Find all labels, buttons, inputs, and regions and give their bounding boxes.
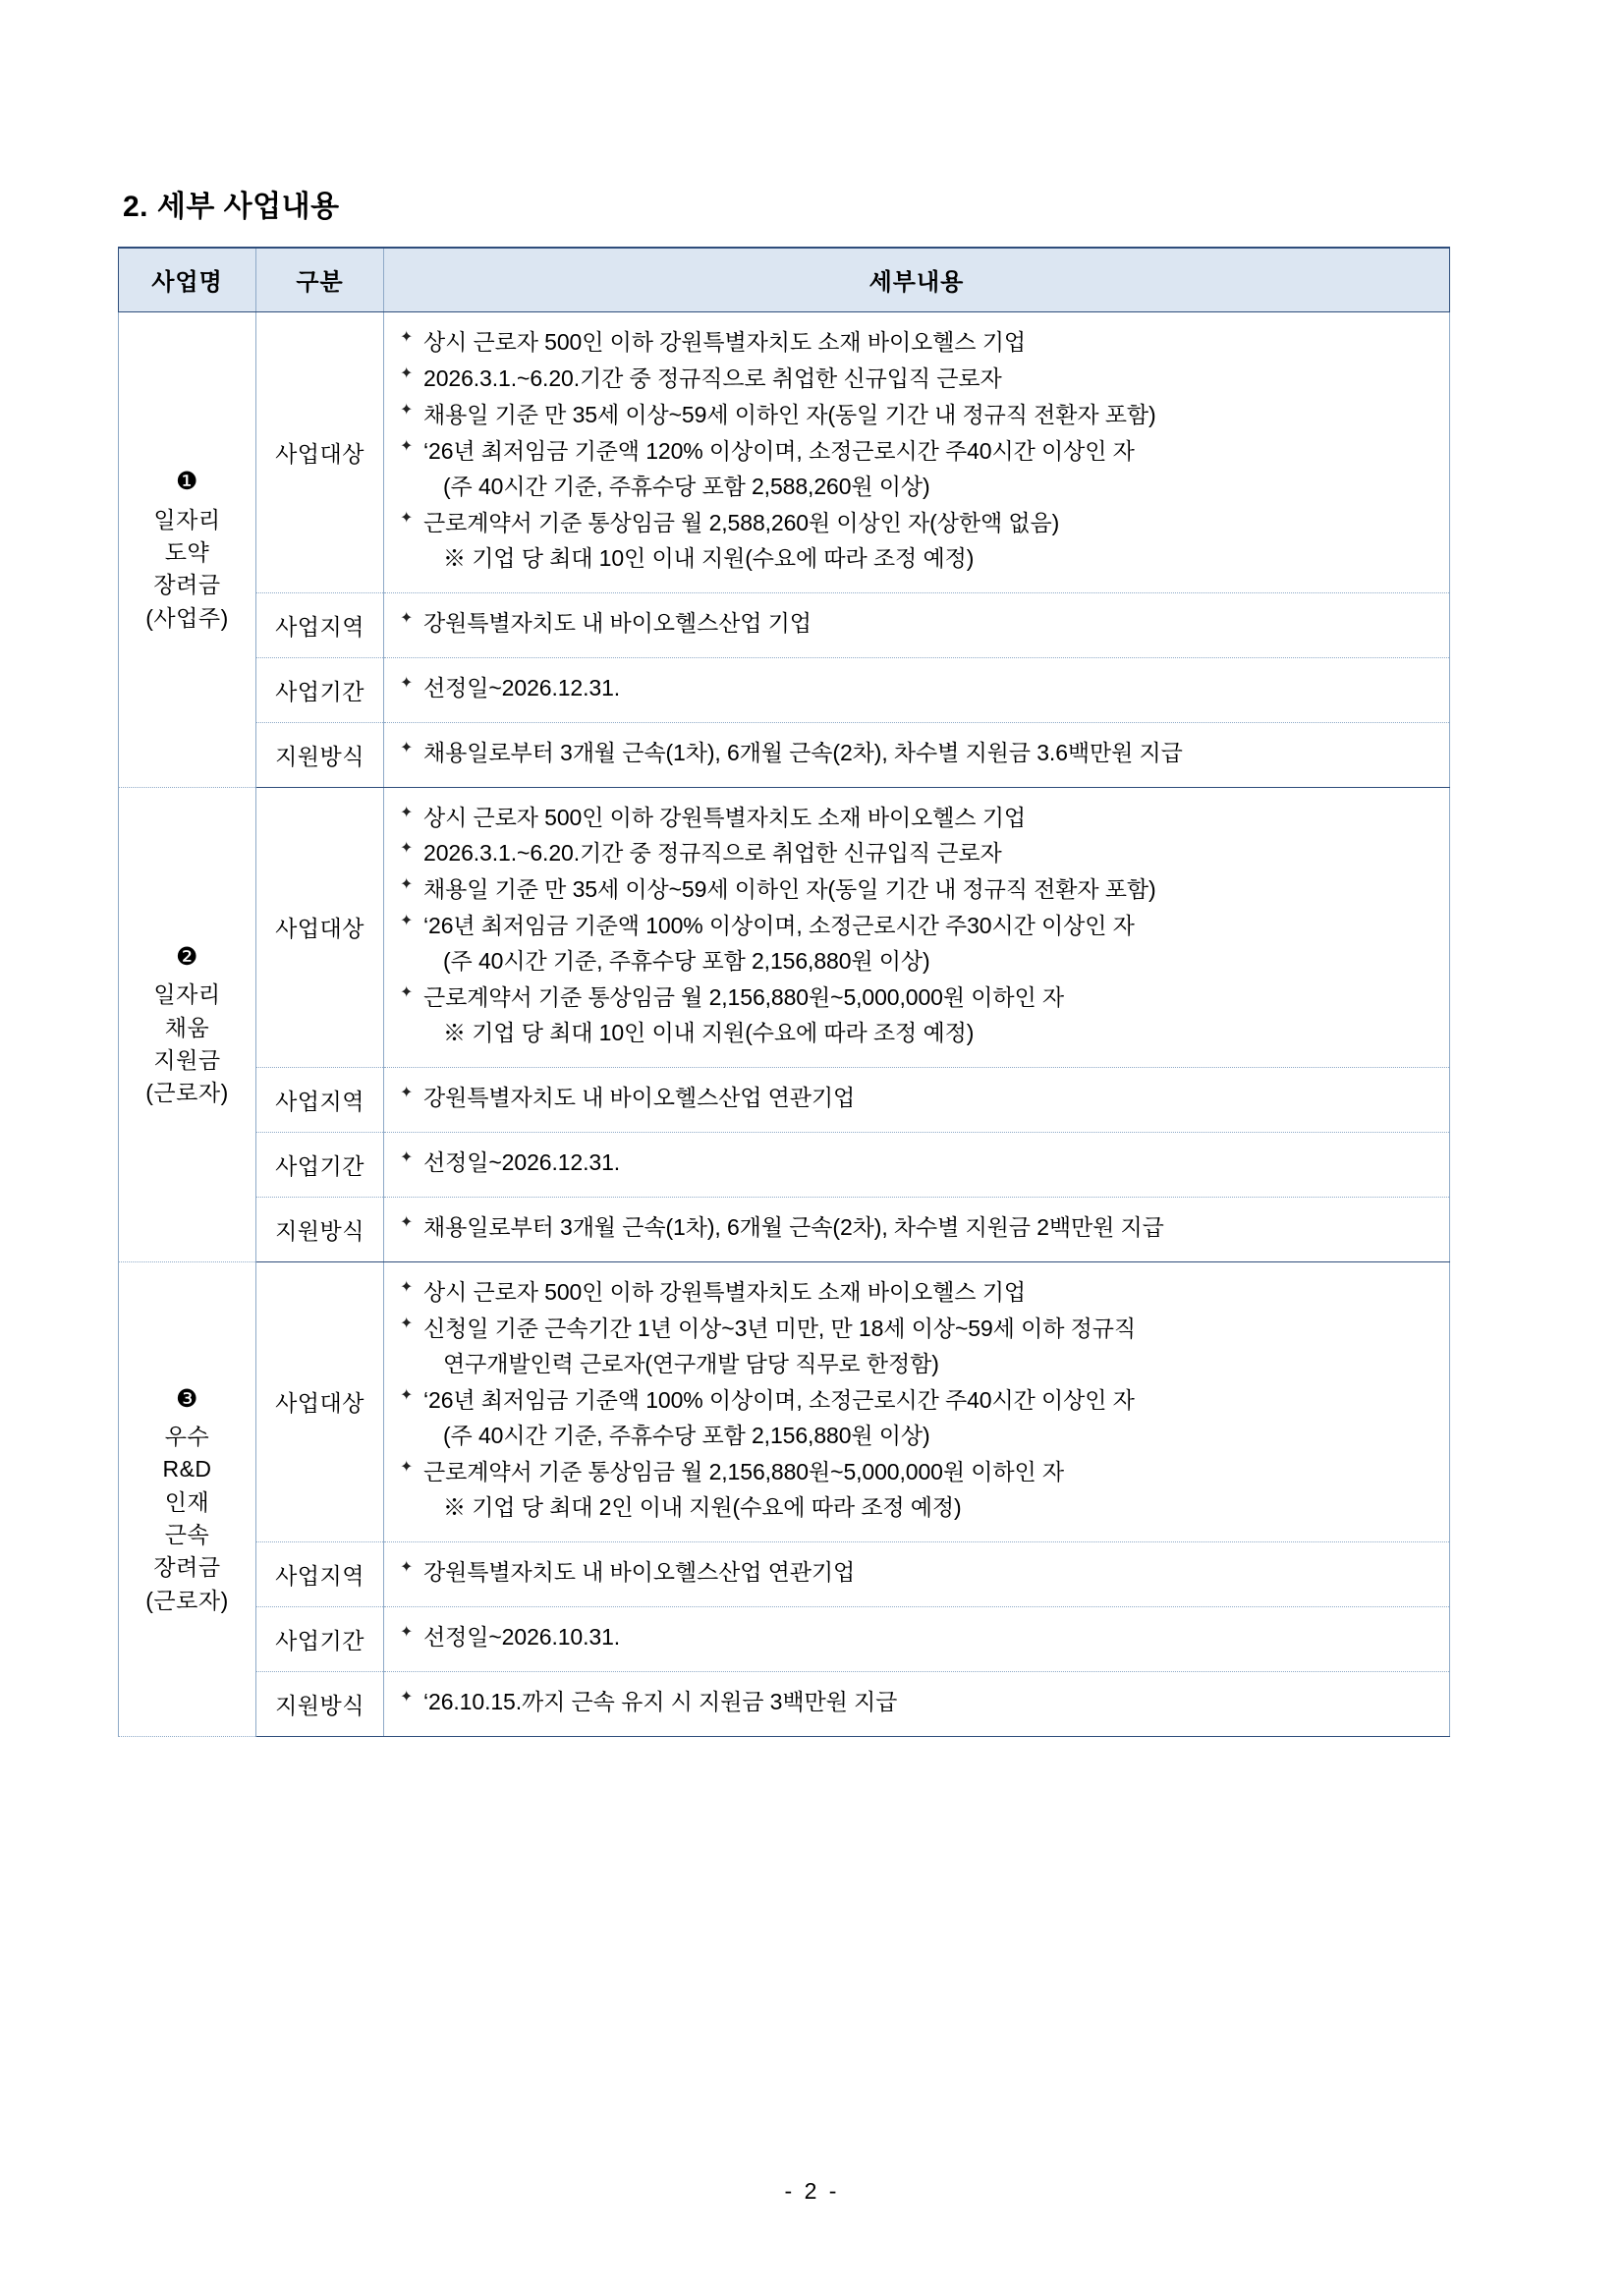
table-row [119,1198,1450,1262]
list-item: ※ 기업 당 최대 2인 이내 지원(수요에 따라 조정 예정) [443,1493,962,1520]
detail-cell [384,1541,1450,1606]
detail-list [398,1146,1437,1180]
program-name-cell [119,312,256,788]
list-item: ✦ 근로계약서 기준 통상임금 월 2,156,880원~5,000,000원 이하인 자 [398,1455,1437,1489]
category-cell: 사업기간 [256,1606,384,1671]
table-row [119,1541,1450,1606]
list-item: ✦ 신청일 기준 근속기간 1년 이상~3년 미만, 만 18세 이상~59세 이하 정규직 [398,1312,1437,1346]
category-cell: 사업기간 [256,657,384,722]
detail-cell [384,1606,1450,1671]
category-cell: 사업지역 [256,1541,384,1606]
category-cell: 사업지역 [256,592,384,657]
detail-list [398,671,1437,705]
program-name-line: 일자리 [153,506,221,532]
category-cell: 지원방식 [256,722,384,787]
category-cell: 사업대상 [256,787,384,1068]
table-row [119,1068,1450,1133]
page-title: 2. 세부 사업내용 [123,191,340,223]
category-cell: 사업대상 [256,1262,384,1542]
table-row [119,722,1450,787]
program-marker: ❸ [176,1384,198,1413]
column-header-category: 구분 [256,248,384,312]
detail-list [398,1555,1437,1590]
table-body [119,312,1450,1737]
program-name-line: 우수 [164,1423,210,1449]
list-item: ✦ 2026.3.1.~6.20.기간 중 정규직으로 취업한 신규입직 근로자 [398,362,1437,396]
table-header-row [119,248,1450,312]
detail-cell [384,592,1450,657]
list-item: ✦ 강원특별자치도 내 바이오헬스산업 기업 [398,606,1437,641]
list-item: ✦ 채용일 기준 만 35세 이상~59세 이하인 자(동일 기간 내 정규직 전환자 포함) [398,398,1437,432]
list-item: ✦ ‘26.10.15.까지 근속 유지 시 지원금 3백만원 지급 [398,1685,1437,1719]
table-row [119,1133,1450,1198]
category-cell: 지원방식 [256,1671,384,1736]
column-header-program-name: 사업명 [119,248,256,312]
list-item: ✦ 채용일 기준 만 35세 이상~59세 이하인 자(동일 기간 내 정규직 전환자 포함) [398,872,1437,907]
list-item: ※ 기업 당 최대 10인 이내 지원(수요에 따라 조정 예정) [443,1020,975,1046]
table-row [119,312,1450,593]
list-item: ※ 기업 당 최대 10인 이내 지원(수요에 따라 조정 예정) [443,544,975,571]
detail-list [398,1275,1437,1525]
list-item: ✦ 강원특별자치도 내 바이오헬스산업 연관기업 [398,1555,1437,1590]
program-name-line: (사업주) [145,604,229,631]
program-marker: ❶ [176,468,198,496]
column-header-details: 세부내용 [384,248,1450,312]
list-item: ✦ 근로계약서 기준 통상임금 월 2,156,880원~5,000,000원 이하인 자 [398,980,1437,1015]
program-name-line: R&D [162,1456,212,1483]
detail-list [398,736,1437,770]
list-item: ✦ 근로계약서 기준 통상임금 월 2,588,260원 이상인 자(상한액 없음) [398,506,1437,540]
table-row [119,787,1450,1068]
table-row [119,592,1450,657]
program-name-line: 장려금 [153,572,221,598]
detail-cell [384,312,1450,593]
program-details-table [118,247,1450,1737]
program-name-line: 인재 [164,1488,210,1515]
list-item: (주 40시간 기준, 주휴수당 포함 2,156,880원 이상) [443,1422,930,1448]
list-item: ✦ 선정일~2026.12.31. [398,671,1437,705]
list-item: ✦ 채용일로부터 3개월 근속(1차), 6개월 근속(2차), 차수별 지원금 2백만원 지급 [398,1210,1437,1245]
program-name-cell [119,1262,256,1737]
program-name-line: 장려금 [153,1554,221,1581]
program-name-line: 지원금 [153,1046,221,1073]
list-item: ✦ 2026.3.1.~6.20.기간 중 정규직으로 취업한 신규입직 근로자 [398,836,1437,870]
list-item: ✦ 상시 근로자 500인 이하 강원특별자치도 소재 바이오헬스 기업 [398,325,1437,360]
list-item: (주 40시간 기준, 주휴수당 포함 2,156,880원 이상) [443,948,930,975]
detail-cell [384,722,1450,787]
program-marker: ❷ [176,942,198,971]
table-row [119,657,1450,722]
list-item: ✦ ‘26년 최저임금 기준액 100% 이상이며, 소정근로시간 주40시간 이상인 자 [398,1383,1437,1418]
detail-cell [384,1671,1450,1736]
program-name-line: (근로자) [145,1080,229,1106]
list-item: ✦ 강원특별자치도 내 바이오헬스산업 연관기업 [398,1081,1437,1115]
list-item: ✦ ‘26년 최저임금 기준액 100% 이상이며, 소정근로시간 주30시간 이상인 자 [398,909,1437,943]
category-cell: 사업지역 [256,1068,384,1133]
detail-list [398,606,1437,641]
list-item: ✦ 상시 근로자 500인 이하 강원특별자치도 소재 바이오헬스 기업 [398,801,1437,835]
program-name-line: 도약 [164,539,210,566]
list-item: ✦ 상시 근로자 500인 이하 강원특별자치도 소재 바이오헬스 기업 [398,1275,1437,1310]
detail-list [398,801,1437,1051]
list-item: (주 40시간 기준, 주휴수당 포함 2,588,260원 이상) [443,473,930,499]
detail-list [398,1081,1437,1115]
list-item: ✦ 선정일~2026.10.31. [398,1620,1437,1654]
detail-cell [384,657,1450,722]
list-item: 연구개발인력 근로자(연구개발 담당 직무로 한정함) [443,1350,939,1376]
table-row [119,1671,1450,1736]
table-row [119,1606,1450,1671]
detail-list [398,1620,1437,1654]
category-cell: 사업기간 [256,1133,384,1198]
detail-list [398,1210,1437,1245]
detail-cell [384,1262,1450,1542]
detail-list [398,1685,1437,1719]
detail-cell [384,787,1450,1068]
list-item: ✦ 선정일~2026.12.31. [398,1146,1437,1180]
program-name-line: 일자리 [153,981,221,1008]
detail-cell [384,1198,1450,1262]
category-cell: 사업대상 [256,312,384,593]
page-number: - 2 - [784,2178,840,2204]
program-name-cell [119,787,256,1262]
list-item: ✦ ‘26년 최저임금 기준액 120% 이상이며, 소정근로시간 주40시간 이상인 자 [398,434,1437,469]
category-cell: 지원방식 [256,1198,384,1262]
table-row [119,1262,1450,1542]
detail-cell [384,1068,1450,1133]
program-name-line: 근속 [164,1521,210,1547]
detail-list [398,325,1437,576]
program-name-line: (근로자) [145,1587,229,1613]
detail-cell [384,1133,1450,1198]
program-name-line: 채움 [164,1014,210,1040]
list-item: ✦ 채용일로부터 3개월 근속(1차), 6개월 근속(2차), 차수별 지원금 3.6백만원 지급 [398,736,1437,770]
